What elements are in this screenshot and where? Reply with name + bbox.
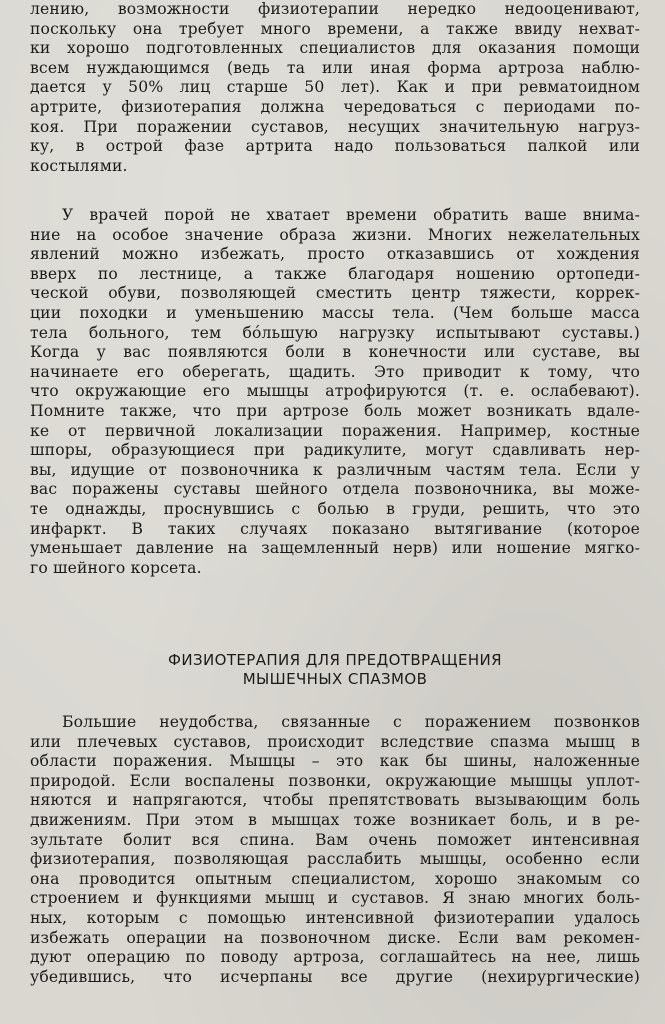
paragraph-2 — [30, 206, 640, 578]
text-line: области поражения. Мышцы – это как бы шины, наложенные — [30, 752, 640, 771]
text-line: ции походки и уменьшению массы тела. (Чем больше масса — [30, 303, 640, 322]
text-line: зультате болит вся спина. Вам очень поможет интенсивная — [30, 830, 640, 849]
text-line: ческой обуви, позволяющей сместить центр тяжести, коррек- — [30, 284, 640, 303]
text-line: артрите, физиотерапия должна чередоваться с периодами по- — [30, 97, 640, 116]
text-line: явлений можно избежать, просто отказавшись от хождения — [30, 245, 640, 264]
text-line: тела больного, тем бо́льшую нагрузку испытывают суставы.) — [30, 323, 640, 342]
text-line: она проводится опытным специалистом, хорошо знакомым со — [30, 869, 640, 888]
text-line: шпоры, образующиеся при радикулите, могут сдавливать нер- — [30, 441, 640, 460]
text-line: те однажды, проснувшись с болью в груди, решить, что это — [30, 499, 640, 518]
section-heading — [30, 651, 640, 689]
text-line: физиотерапия, позволяющая расслабить мышцы, особенно если — [30, 850, 640, 869]
text-line: что окружающие его мышцы атрофируются (т. е. ослабевают). — [30, 382, 640, 401]
text-line: дается у 50% лиц старше 50 лет). Как и при ревматоидном — [30, 78, 640, 97]
text-line: дуют операцию по поводу артроза, соглашайтесь на нее, лишь — [30, 948, 640, 967]
text-line: движениям. При этом в мышцах тоже возникает боль, и в ре- — [30, 810, 640, 829]
text-line: лению, возможности физиотерапии нередко недооценивают, — [30, 0, 640, 18]
paragraph-1 — [30, 0, 640, 176]
text-line: вверх по лестнице, а также благодаря ношению ортопеди- — [30, 264, 640, 283]
text-line: Помните также, что при артрозе боль может возникать вдале- — [30, 401, 640, 420]
text-line: ку, в острой фазе артрита надо пользоваться палкой или — [30, 137, 640, 156]
text-line: или плечевых суставов, происходит вследствие спазма мышц в — [30, 732, 640, 751]
text-line: инфаркт. В таких случаях показано вытягивание (которое — [30, 519, 640, 538]
text-line: ке от первичной локализации поражения. Например, костные — [30, 421, 640, 440]
text-line: поскольку она требует много времени, а также ввиду нехват- — [30, 19, 640, 38]
text-line: природой. Если воспалены позвонки, окружающие мышцы уплот- — [30, 771, 640, 790]
text-line: ние на особое значение образа жизни. Многих нежелательных — [30, 225, 640, 244]
text-line: коя. При поражении суставов, несущих значительную нагруз- — [30, 117, 640, 136]
text-line: няются и напрягаются, чтобы препятствовать вызывающим боль — [30, 791, 640, 810]
text-line: убедившись, что исчерпаны все другие (нехирургические) — [30, 967, 640, 986]
text-line: У врачей порой не хватает времени обратить ваше внима- — [62, 206, 640, 224]
text-line: строением и функциями мышц и суставов. Я знаю многих боль- — [30, 889, 640, 908]
text-line: Когда у вас появляются боли в конечности или суставе, вы — [30, 343, 640, 362]
text-line: вы, идущие от позвоночника к различным частям тела. Если у — [30, 460, 640, 479]
section-heading-line-1: ФИЗИОТЕРАПИЯ ДЛЯ ПРЕДОТВРАЩЕНИЯ — [168, 651, 502, 669]
paragraph-3 — [30, 713, 640, 987]
text-line: вас поражены суставы шейного отдела позвоночника, вы може- — [30, 480, 640, 499]
text-line: всем нуждающимся (ведь та или иная форма артроза наблю- — [30, 58, 640, 77]
text-line: Большие неудобства, связанные с поражением позвонков — [62, 713, 640, 731]
text-line: костылями. — [30, 156, 128, 175]
text-line: го шейного корсета. — [30, 558, 202, 577]
text-line: начинаете его оберегать, щадить. Это приводит к тому, что — [30, 362, 640, 381]
text-line: ных, которым с помощью интенсивной физиотерапии удалось — [30, 908, 640, 927]
text-line: ки хорошо подготовленных специалистов для оказания помощи — [30, 39, 640, 58]
text-line: уменьшает давление на защемленный нерв) или ношение мягко- — [30, 539, 640, 558]
section-heading-line-2: МЫШЕЧНЫХ СПАЗМОВ — [242, 670, 428, 688]
text-line: избежать операции на позвоночном диске. Если вам рекомен- — [30, 928, 640, 947]
